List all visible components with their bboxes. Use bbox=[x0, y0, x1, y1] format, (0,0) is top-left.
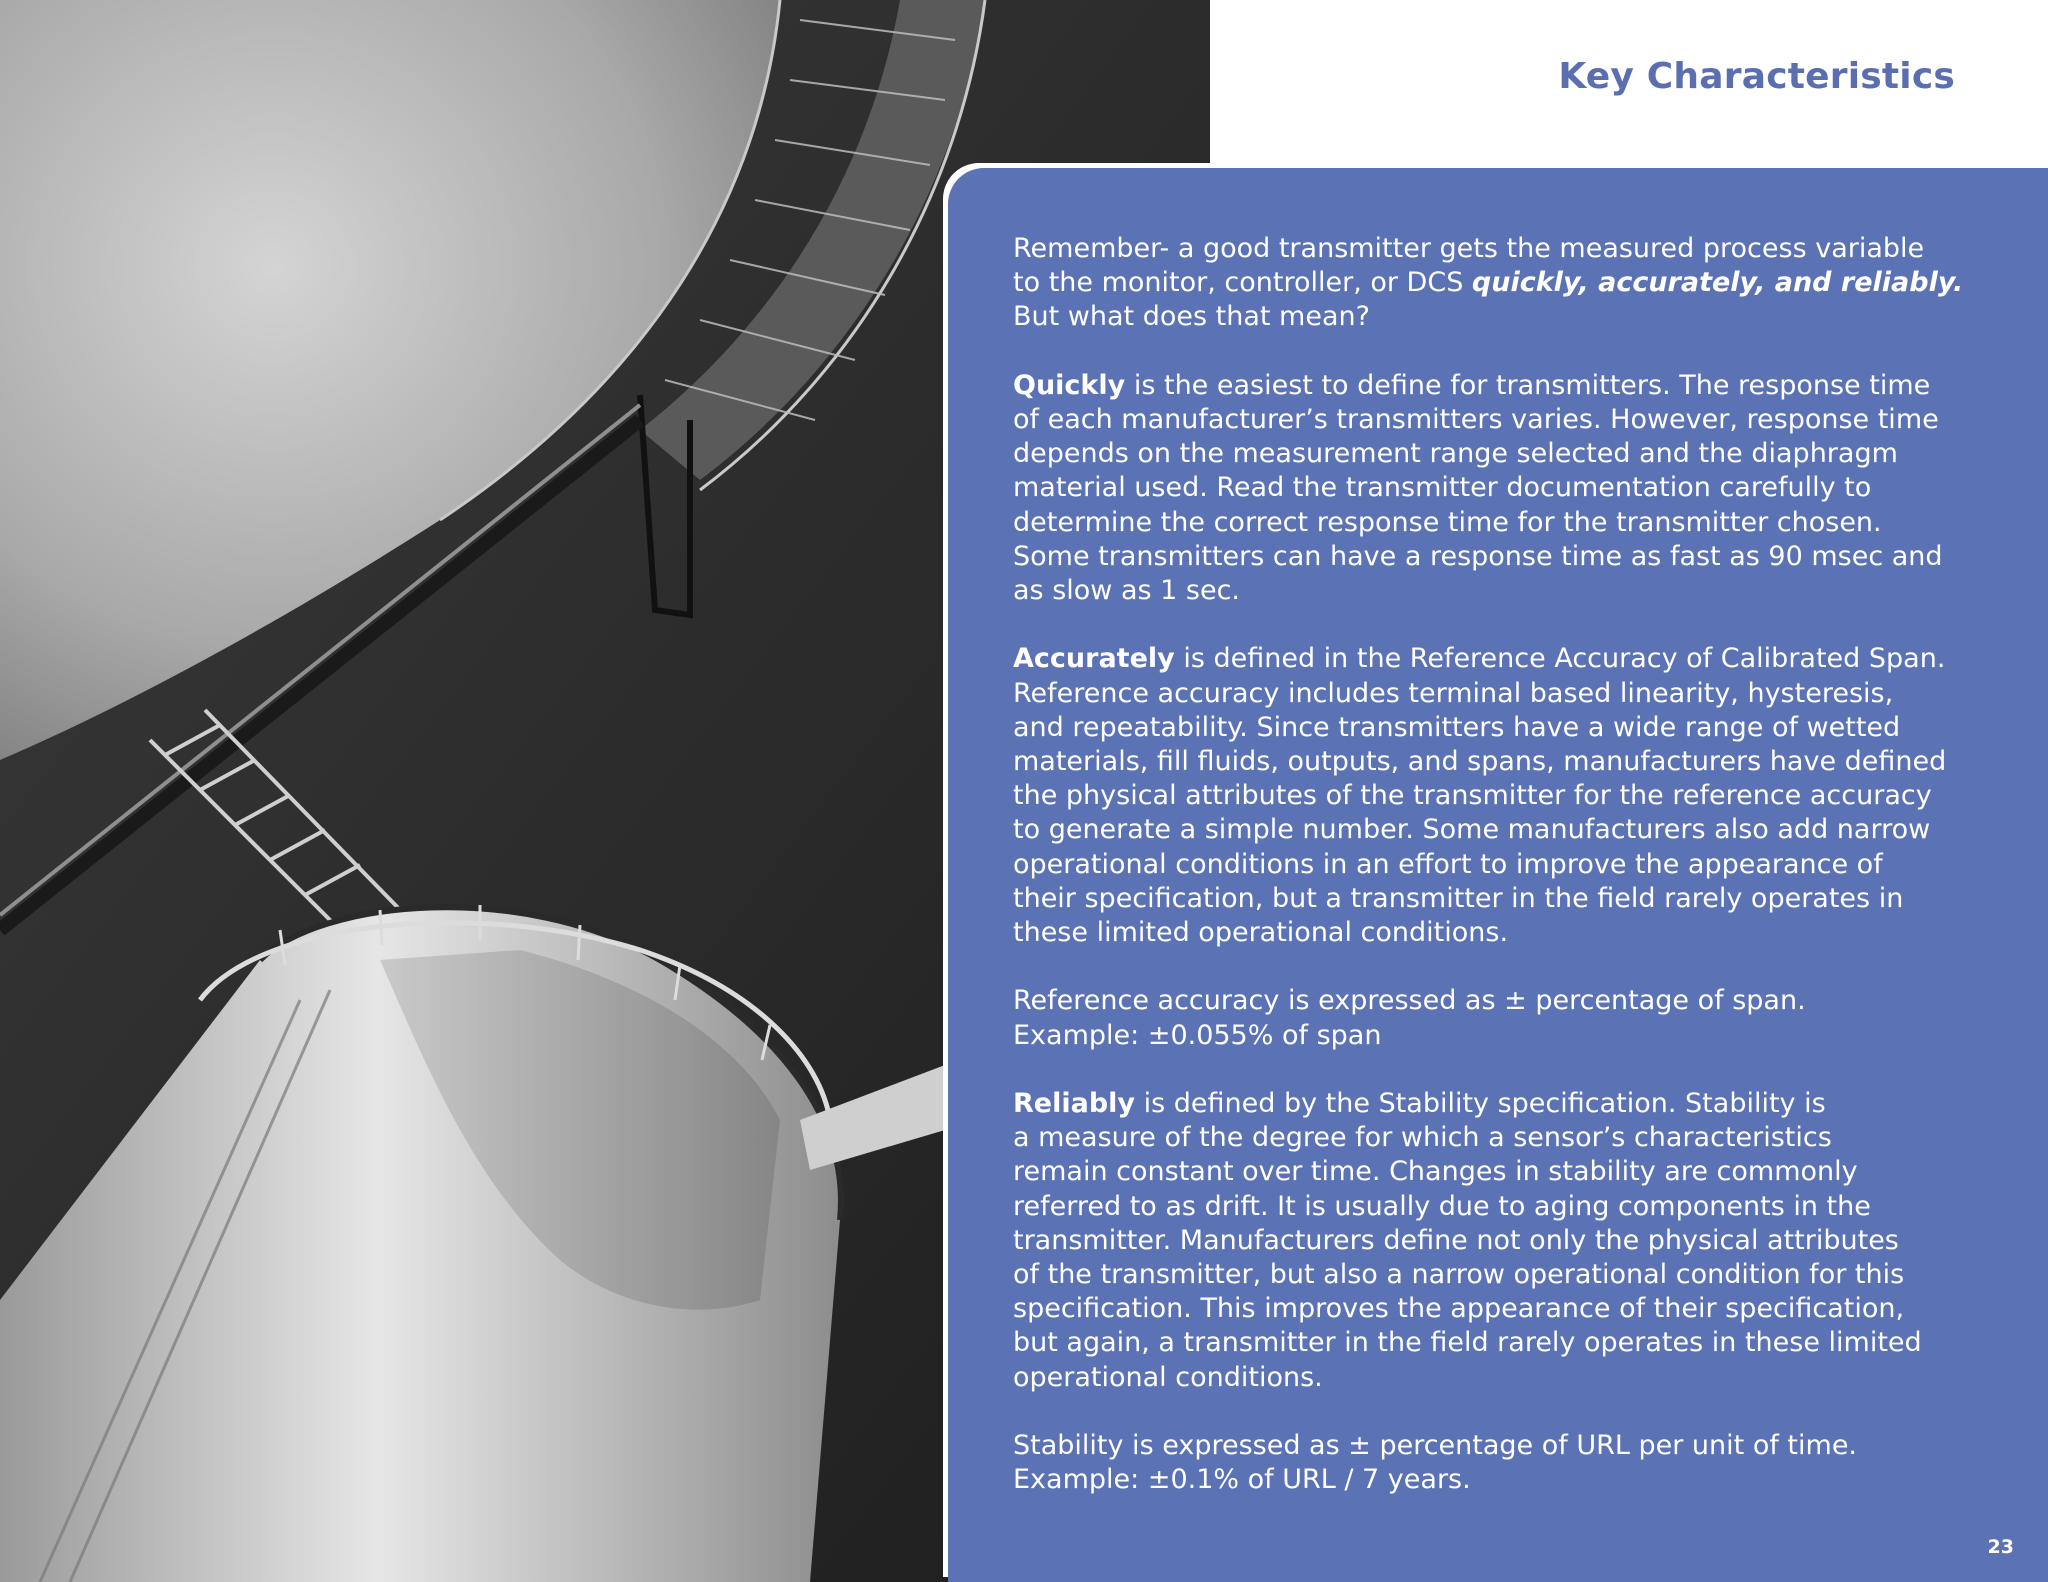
text-line bbox=[1013, 266, 2003, 300]
quickly-paragraph bbox=[1013, 369, 2003, 608]
text-line: Remember- a good transmitter gets the measured process variable bbox=[1013, 233, 1925, 264]
text-line bbox=[1013, 642, 2003, 676]
text-line: specification. This improves the appearance of their specification, bbox=[1013, 1293, 1905, 1325]
text-line: But what does that mean? bbox=[1013, 301, 1370, 333]
text-run: is the easiest to define for transmitters. The response time bbox=[1125, 369, 1931, 401]
page-title: Key Characteristics bbox=[1558, 56, 1955, 97]
text-line: Some transmitters can have a response time as fast as 90 msec and bbox=[1013, 540, 1943, 572]
text-line: determine the correct response time for the transmitter chosen. bbox=[1013, 506, 1882, 538]
text-line: Reference accuracy is expressed as ± percentage of span. bbox=[1013, 985, 1806, 1017]
emphasis-text: quickly, accurately, and reliably. bbox=[1471, 267, 1964, 299]
text-line: Example: ±0.055% of span bbox=[1013, 1019, 1382, 1051]
text-line: Reference accuracy includes terminal based linearity, hysteresis, bbox=[1013, 677, 1894, 709]
text-line: remain constant over time. Changes in stability are commonly bbox=[1013, 1156, 1858, 1188]
text-line bbox=[1013, 1087, 2003, 1121]
text-line: materials, fill fluids, outputs, and spans, manufacturers have defined bbox=[1013, 746, 1947, 778]
text-line bbox=[1013, 369, 2003, 403]
text-line: depends on the measurement range selected and the diaphragm bbox=[1013, 438, 1898, 470]
reliably-paragraph bbox=[1013, 1087, 2003, 1395]
text-line: their specification, but a transmitter in the field rarely operates in bbox=[1013, 882, 1904, 914]
text-line: as slow as 1 sec. bbox=[1013, 575, 1241, 607]
text-line: transmitter. Manufacturers define not only the physical attributes bbox=[1013, 1224, 1899, 1256]
text-line: Example: ±0.1% of URL / 7 years. bbox=[1013, 1464, 1471, 1496]
text-line: operational conditions. bbox=[1013, 1361, 1323, 1393]
content-panel bbox=[948, 168, 2048, 1582]
text-line: material used. Read the transmitter documentation carefully to bbox=[1013, 472, 1872, 504]
text-run: to the monitor, controller, or DCS bbox=[1013, 267, 1472, 299]
text-run: is defined in the Reference Accuracy of Calibrated Span. bbox=[1174, 643, 1946, 675]
text-line: a measure of the degree for which a sensor’s characteristics bbox=[1013, 1122, 1832, 1154]
term-reliably: Reliably bbox=[1013, 1088, 1136, 1120]
text-run: is defined by the Stability specification. Stability is bbox=[1135, 1088, 1826, 1120]
text-line: these limited operational conditions. bbox=[1013, 917, 1509, 949]
intro-paragraph bbox=[1013, 232, 2003, 335]
text-line: but again, a transmitter in the field rarely operates in these limited bbox=[1013, 1327, 1922, 1359]
term-quickly: Quickly bbox=[1013, 369, 1126, 401]
panel-body bbox=[1013, 232, 2003, 1497]
text-line: of the transmitter, but also a narrow operational condition for this bbox=[1013, 1259, 1905, 1291]
text-line: the physical attributes of the transmitter for the reference accuracy bbox=[1013, 780, 1932, 812]
text-line: referred to as drift. It is usually due to aging components in the bbox=[1013, 1190, 1871, 1222]
text-line: Stability is expressed as ± percentage of URL per unit of time. bbox=[1013, 1430, 1858, 1462]
text-line: and repeatability. Since transmitters have a wide range of wetted bbox=[1013, 711, 1901, 743]
text-line: operational conditions in an effort to improve the appearance of bbox=[1013, 848, 1883, 880]
stability-paragraph bbox=[1013, 1429, 2003, 1497]
accurately-paragraph bbox=[1013, 642, 2003, 950]
reference-accuracy-paragraph bbox=[1013, 984, 2003, 1052]
term-accurately: Accurately bbox=[1013, 643, 1175, 675]
text-line: to generate a simple number. Some manufacturers also add narrow bbox=[1013, 814, 1931, 846]
page-number: 23 bbox=[1987, 1536, 2014, 1558]
text-line: of each manufacturer’s transmitters varies. However, response time bbox=[1013, 404, 1939, 435]
